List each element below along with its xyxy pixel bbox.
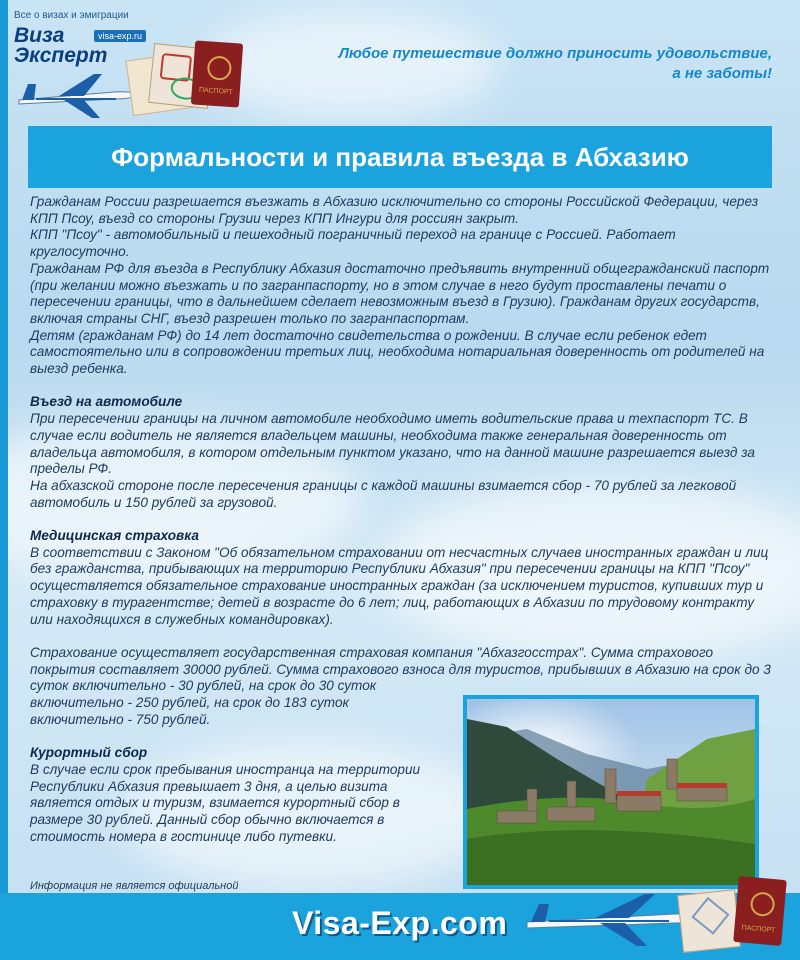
left-accent-strip: [0, 0, 8, 960]
footer-site-link[interactable]: Visa-Exp.com: [292, 905, 508, 941]
intro-paragraph: Гражданам РФ для въезда в Республику Абхазия достаточно предъявить внутренний общегражданский паспорт (при желании можно въезжать и по загранпаспорту, но в этом случае в него будут проставлены печати о пересечении границы, что в дальнейшем сделает невозможным въезд в Грузию). Гражданам других государств, включая страны СНГ, въезд разрешен только по загранпаспортам.: [30, 260, 770, 326]
header-slogan: [339, 44, 772, 84]
disclaimer-text: Информация не является официальной: [30, 880, 239, 892]
header-tagline: Все о визах и эмиграции: [14, 10, 129, 21]
mountain-village-photo: [463, 695, 759, 889]
slogan-line-1: Любое путешествие должно приносить удовольствие,: [338, 45, 772, 62]
site-logo[interactable]: [14, 24, 254, 114]
intro-paragraph: Детям (гражданам РФ) до 14 лет достаточно свидетельства о рождении. В случае если ребенок едет самостоятельно или в сопровождении третьих лиц, необходима нотариальная доверенность от родителей на выезд ребенка.: [30, 327, 765, 377]
title-banner: [28, 126, 772, 188]
section-heading-insurance: Медицинская страховка: [30, 528, 199, 544]
passport-label: ПАСПОРТ: [198, 86, 233, 97]
logo-word-visa: Виза: [14, 24, 65, 47]
section-heading-car: Въезд на автомобиле: [30, 394, 183, 410]
logo-domain: visa-exp.ru: [94, 30, 146, 42]
insurance-paragraph: В соответствии с Законом "Об обязательном страховании от несчастных случаев иностранных граждан и лиц без гражданства, прибывающих на территорию Республики Абхазия" при пересечении границы на КПП "Псоу" осуществляется обязательное страхование иностранных граждан (за исключением туристов, купивших тур и страховку в турагентстве; детей в возрасте до 6 лет; лиц, работающих в Абхазии по трудовому контракту или находящихся в служебных командировках).: [30, 544, 769, 627]
car-paragraph: При пересечении границы на личном автомобиле необходимо иметь водительские права и техпаспорт ТС. В случае если водитель не является владельцем машины, необходима также генеральная доверенность от владельца автомобиля, в котором отдельным пунктом указано, что на данной машине разрешается выезд за пределы РФ.: [30, 411, 755, 477]
intro-paragraph: КПП "Псоу" - автомобильный и пешеходный пограничный переход на границе с Россией. Работает круглосуточно.: [30, 227, 676, 260]
intro-paragraph: Гражданам России разрешается въезжать в Абхазию исключительно со стороны Российской Федерации, через КПП Псоу, въезд со стороны Грузии через КПП Ингури для россиян закрыт.: [30, 194, 759, 226]
airplane-icon: [14, 62, 144, 122]
insurance-cost-paragraph: Страхование осуществляет государственная страховая компания "Абхазгосстрах". Сумма страхового покрытия составляет 30000 рублей. Сумма страхового взноса для туристов, прибывших в Абхазию на срок до 3 суток включительно - 30 рублей, на срок до 30 суток: [30, 644, 771, 694]
resort-fee-paragraph: В случае если срок пребывания иностранца на территории Республики Абхазия превышает 3 дня, а целью визита является отдых и туризм, взимается курортный сбор в размере 30 рублей. Данный сбор обычно включается в стоимость номера в гостинице либо путевки.: [30, 761, 421, 844]
footer-passport-label: ПАСПОРТ: [741, 924, 776, 935]
footer-passport-stack-icon: [680, 870, 790, 956]
page-title: Формальности и правила въезда в Абхазию: [111, 141, 689, 172]
passport-stack-icon: [129, 42, 249, 114]
insurance-cost-line: включительно - 750 рублей.: [30, 711, 211, 727]
slogan-line-2: а не заботы!: [672, 65, 772, 82]
car-paragraph: На абхазской стороне после пересечения границы с каждой машины взимается сбор - 70 рублей за легковой автомобиль и 150 рублей за грузовой.: [30, 477, 737, 510]
section-heading-resort-fee: Курортный сбор: [30, 745, 148, 761]
logo-word-expert: Эксперт: [14, 44, 108, 67]
insurance-cost-line: включительно - 250 рублей, на срок до 183 суток: [30, 695, 349, 711]
